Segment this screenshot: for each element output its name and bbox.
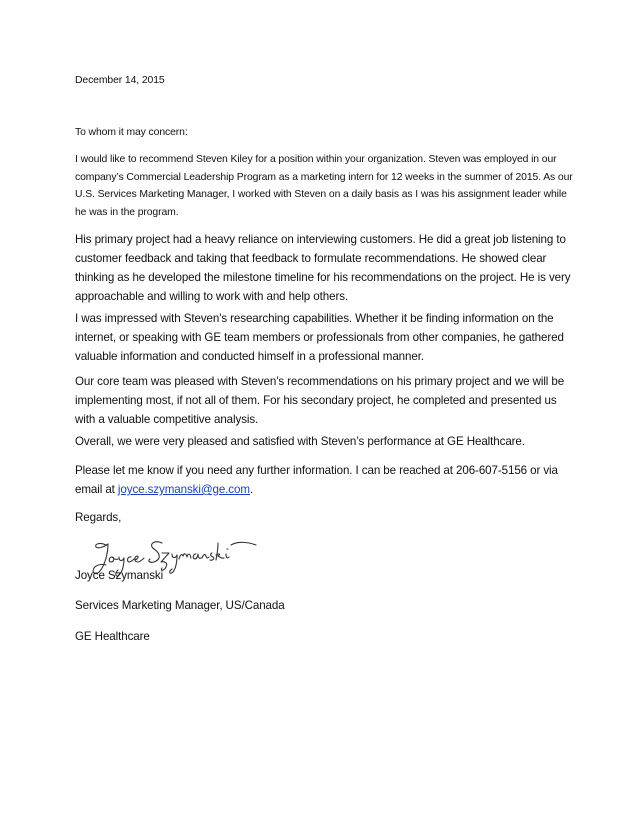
paragraph-contact xyxy=(75,461,575,499)
paragraph-recommendations: Our core team was pleased with Steven's recommendations on his primary project and we will be implementing most, if not all of them. For his secondary project, he completed and presented us with a valuable competitive analysis. xyxy=(75,375,565,426)
signer-company: GE Healthcare xyxy=(75,630,150,643)
paragraph-primary-project: His primary project had a heavy reliance on interviewing customers. He did a great job listening to customer feedback and taking that feedback to formulate recommendations. He showed clear thinking as he developed the milestone timeline for his recommendations on the project. He is very approachable and willing to work with and help others. xyxy=(75,233,571,303)
paragraph-introduction: I would like to recommend Steven Kiley for a position within your organization. Steven was employed in our company’s Commercial Leadership Program as a marketing intern for 12 weeks in the summer of 2015. As our U.S. Services Marketing Manager, I worked with Steven on a daily basis as I was his assignment leader while he was in the program. xyxy=(75,154,573,218)
letter-closing: Regards, xyxy=(75,511,122,524)
contact-period: . xyxy=(249,483,254,496)
signer-name: Joyce Szymanski xyxy=(75,569,164,582)
signer-title: Services Marketing Manager, US/Canada xyxy=(75,599,285,612)
paragraph-research-capabilities: I was impressed with Steven's researching capabilities. Whether it be finding information on the internet, or speaking with GE team members or professionals from other companies, he gathered valuable information and conducted himself in a professional manner. xyxy=(75,312,564,363)
letter-date: December 14, 2015 xyxy=(75,75,165,86)
paragraph-overall: Overall, we were very pleased and satisfied with Steven’s performance at GE Healthcare. xyxy=(75,435,525,448)
letter-salutation: To whom it may concern: xyxy=(75,127,188,138)
email-link[interactable]: joyce.szymanski@ge.com xyxy=(117,483,250,496)
contact-text: Please let me know if you need any further information. I can be reached at 206-607-5156 or via email at xyxy=(75,464,558,496)
